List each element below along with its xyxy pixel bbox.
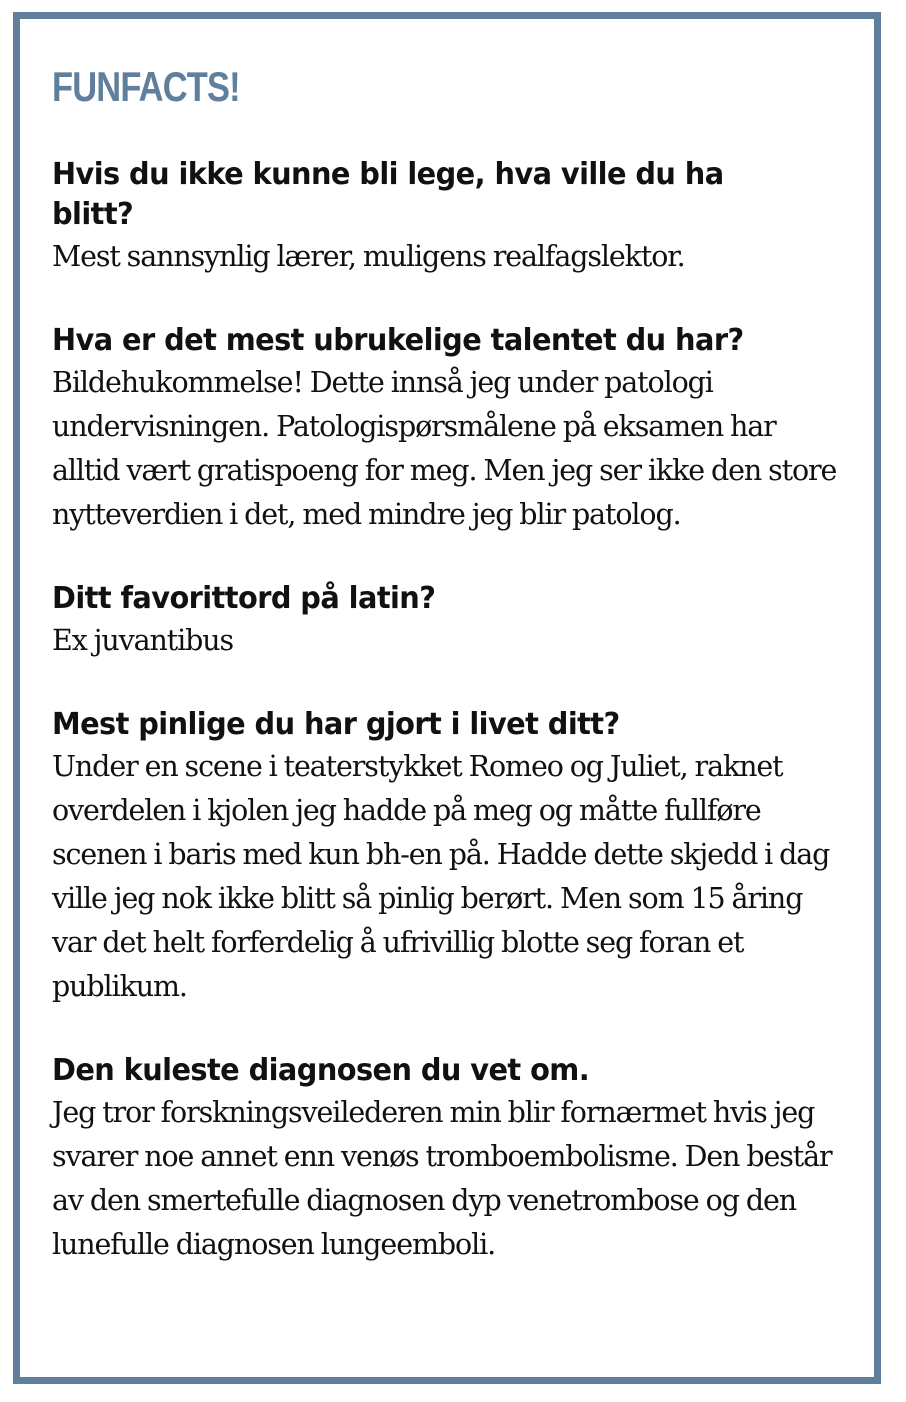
question: Den kuleste diagnosen du vet om. xyxy=(52,1053,590,1088)
answer: Mest sannsynlig lærer, muligens realfagslektor. xyxy=(52,240,685,273)
answer: Ex juvantibus xyxy=(52,624,234,657)
question: Mest pinlige du har gjort i livet ditt? xyxy=(52,707,620,742)
question: Ditt favorittord på latin? xyxy=(52,581,436,616)
question: Hva er det mest ubrukelige talentet du har? xyxy=(52,323,744,358)
qa-item xyxy=(52,321,844,537)
answer: Jeg tror forskningsveilederen min blir fornærmet hvis jeg svarer noe annet enn venøs tromboembolisme. Den består av den smertefulle diagnosen dyp venetrombose og den lunefulle diagnosen lungeemboli. xyxy=(52,1096,832,1261)
funfacts-box xyxy=(13,12,881,1384)
qa-item xyxy=(52,155,844,279)
funfacts-title: FUNFACTS! xyxy=(52,63,240,110)
qa-item xyxy=(52,705,844,1009)
qa-item xyxy=(52,1051,844,1267)
qa-item xyxy=(52,579,844,663)
answer: Bildehukommelse! Dette innså jeg under patologi undervisningen. Patologispørsmålene på eksamen har alltid vært gratispoeng for meg. Men jeg ser ikke den store nytteverdien i det, med mindre jeg blir patolog. xyxy=(52,366,837,531)
question: Hvis du ikke kunne bli lege, hva ville du ha blitt? xyxy=(52,157,724,232)
answer: Under en scene i teaterstykket Romeo og Juliet, raknet overdelen i kjolen jeg hadde på meg og måtte fullføre scenen i baris med kun bh-en på. Hadde dette skjedd i dag ville jeg nok ikke blitt så pinlig berørt. Men som 15 åring var det helt forferdelig å ufrivillig blotte seg foran et publikum. xyxy=(52,750,830,1003)
